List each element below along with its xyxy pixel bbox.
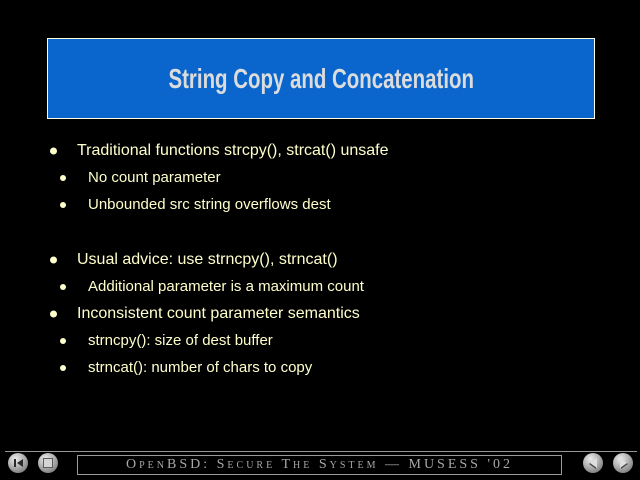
- footer-separator: [5, 451, 637, 452]
- bullet-item: [0, 327, 640, 354]
- bullet-icon: [50, 147, 57, 154]
- arrow-left-icon: [590, 458, 597, 468]
- bullet-item: [0, 191, 640, 218]
- bullet-icon: [60, 202, 66, 208]
- bullet-text: No count parameter: [88, 169, 221, 186]
- bullet-text: strncat(): number of chars to copy: [88, 359, 313, 376]
- bullet-item: [0, 164, 640, 191]
- previous-slide-button[interactable]: [583, 453, 603, 473]
- bullet-text: Usual advice: use strncpy(), strncat(): [77, 251, 338, 268]
- bullet-text: strncpy(): size of dest buffer: [88, 332, 273, 349]
- bullet-icon: [60, 338, 66, 344]
- slide-title: String Copy and Concatenation: [168, 62, 474, 94]
- slide-title-box: [47, 38, 595, 119]
- bullet-item: [0, 246, 640, 273]
- bullet-item: [0, 273, 640, 300]
- bullet-icon: [60, 284, 66, 290]
- bullet-text: Additional parameter is a maximum count: [88, 278, 364, 295]
- bullet-icon: [50, 310, 57, 317]
- bullet-icon: [50, 256, 57, 263]
- stop-button[interactable]: [38, 453, 58, 473]
- skip-to-start-icon: [14, 459, 23, 467]
- bullet-text: Traditional functions strcpy(), strcat() unsafe: [77, 142, 389, 159]
- first-slide-button[interactable]: [8, 453, 28, 473]
- bullet-text: Unbounded src string overflows dest: [88, 196, 331, 213]
- bullet-item: [0, 300, 640, 327]
- arrow-right-icon: [620, 458, 627, 468]
- bullet-group-gap: [0, 218, 640, 246]
- bullet-text: Inconsistent count parameter semantics: [77, 305, 360, 322]
- bullet-item: [0, 137, 640, 164]
- footer-caption-box: [77, 455, 562, 475]
- bullet-icon: [60, 365, 66, 371]
- bullet-item: [0, 354, 640, 381]
- bullet-icon: [60, 175, 66, 181]
- footer-caption-text: OpenBSD: Secure The System — MUSESS '02: [126, 457, 513, 472]
- next-slide-button[interactable]: [613, 453, 633, 473]
- stop-icon: [44, 459, 52, 467]
- slide-body: [0, 137, 640, 381]
